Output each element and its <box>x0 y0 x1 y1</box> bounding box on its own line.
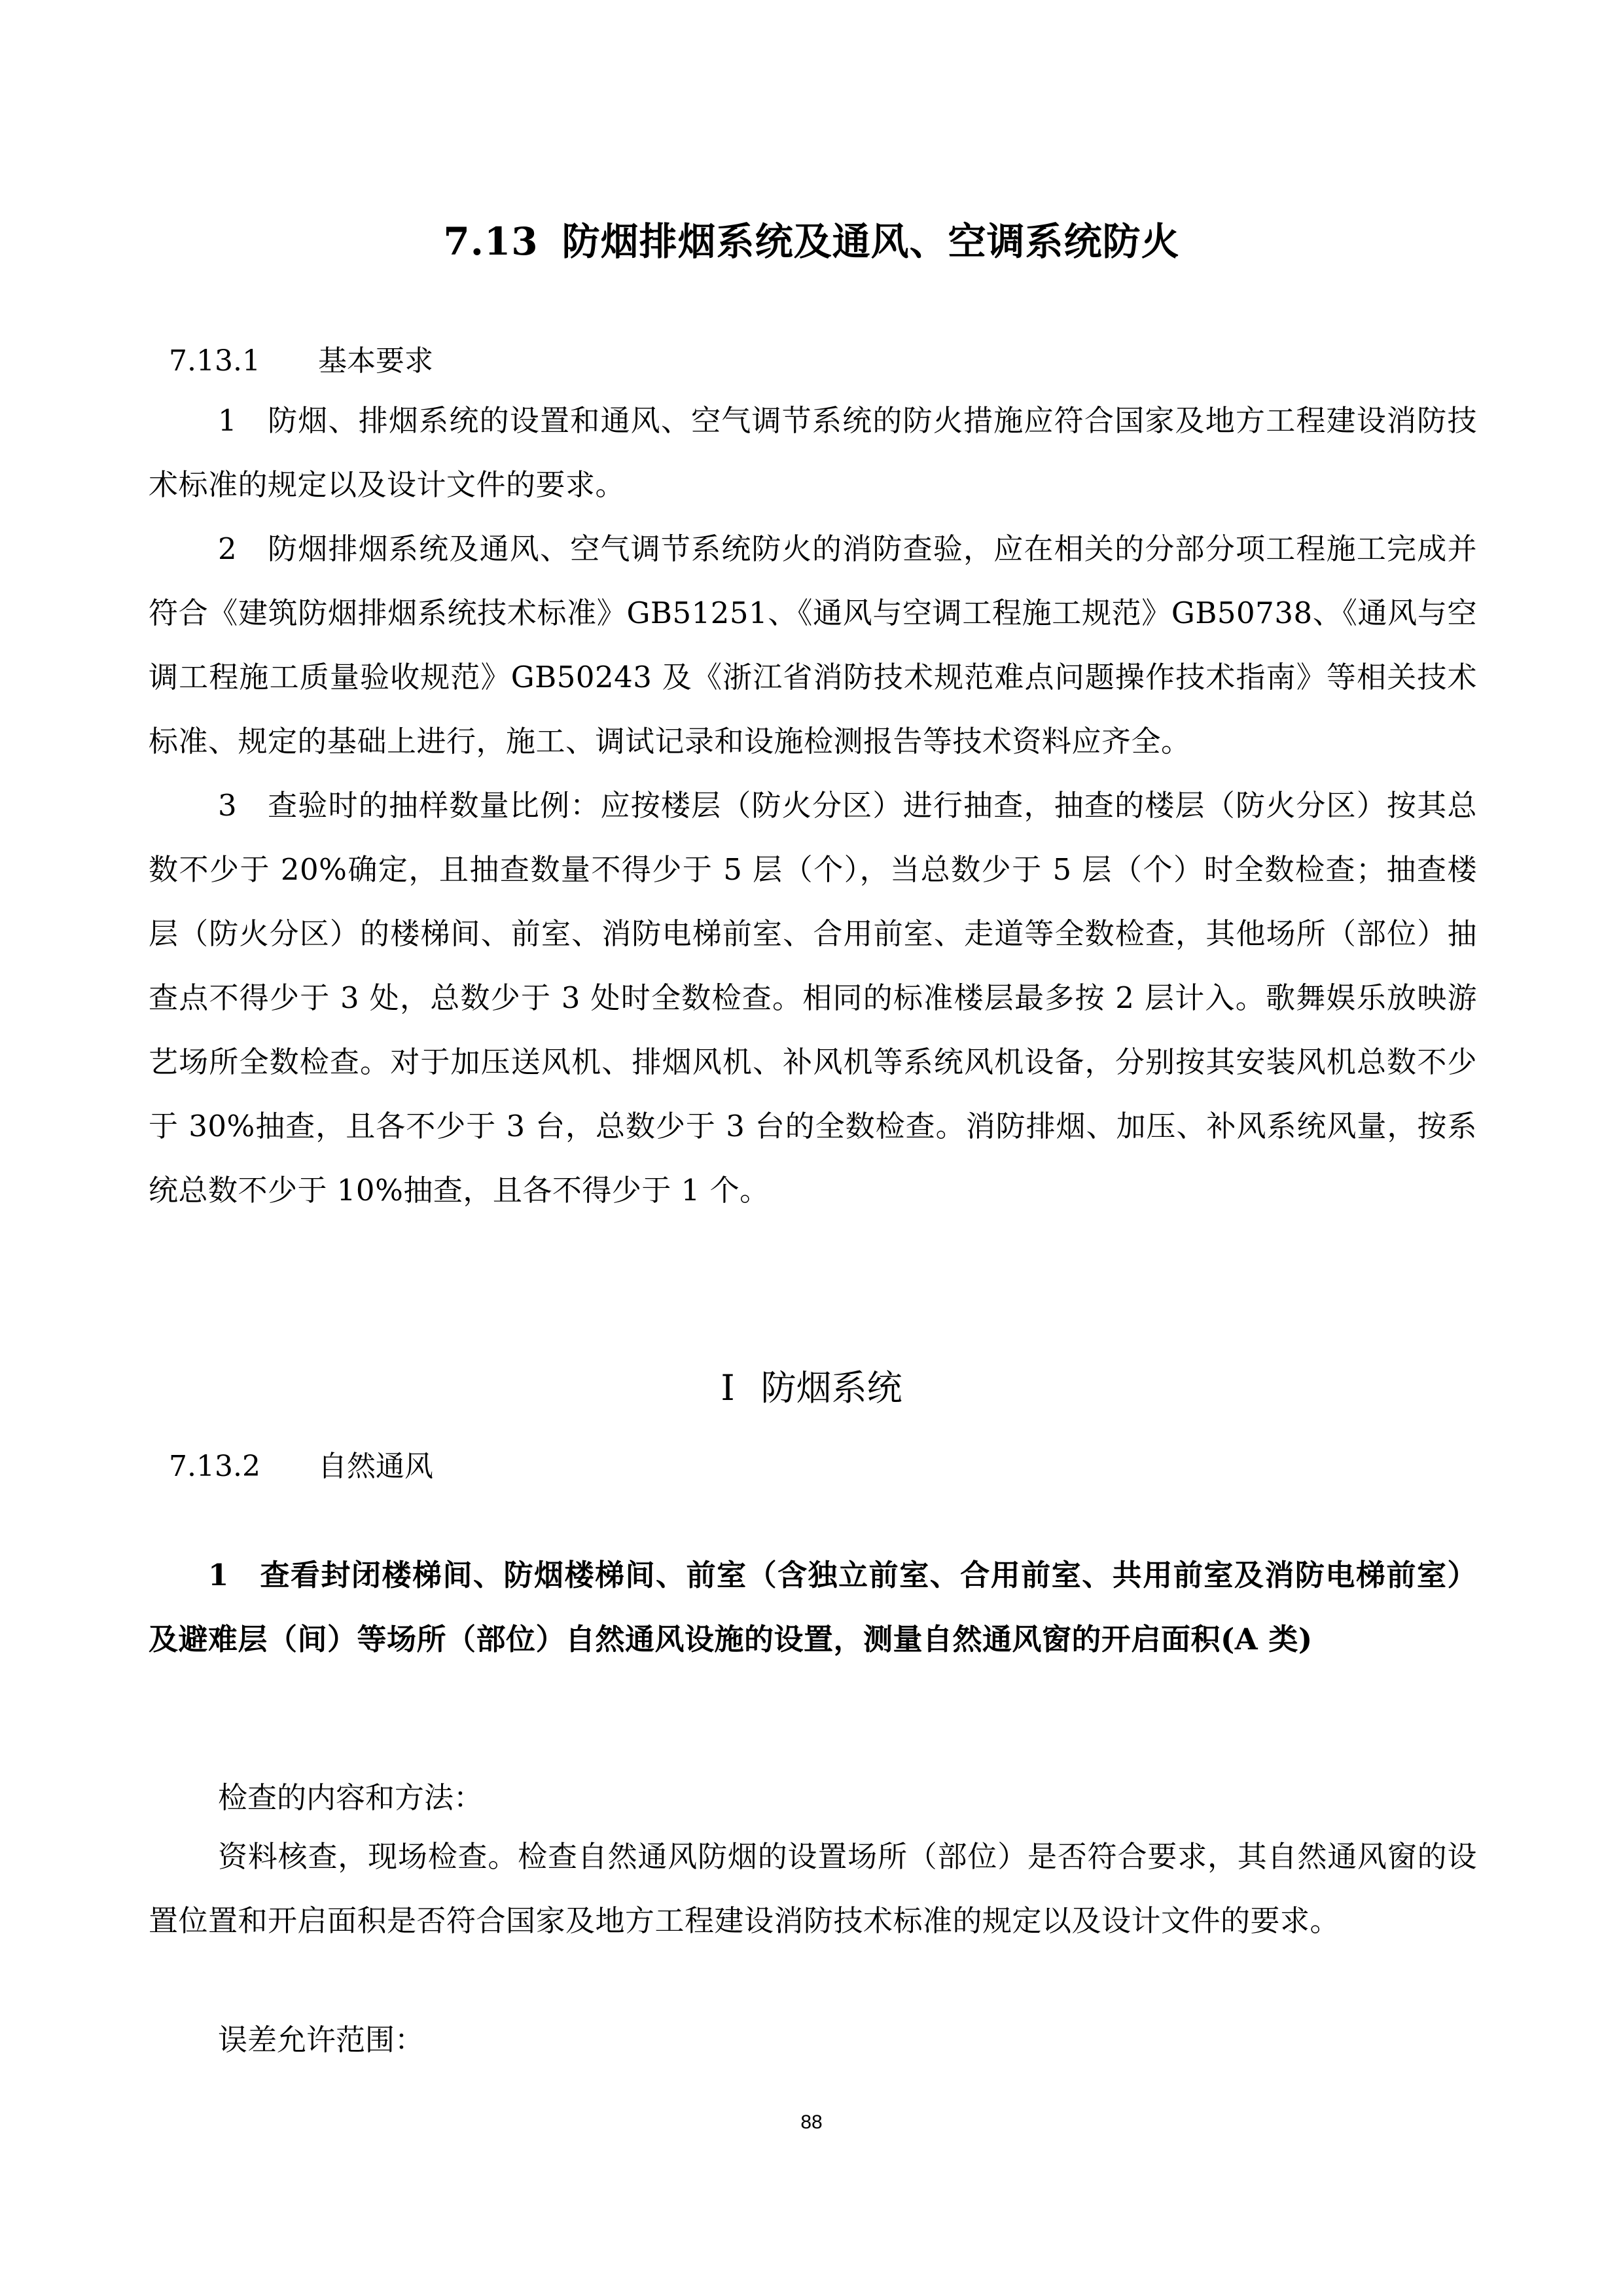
section-heading <box>0 211 1623 266</box>
check-method-label: 检查的内容和方法： <box>218 1780 484 1815</box>
check-method-text: 资料核查，现场检查。检查自然通风防烟的设置场所（部位）是否符合要求，其自然通风窗的设置位置和开启面积是否符合国家及地方工程建设消防技术标准的规定以及设计文件的要求。 <box>149 1839 1477 1938</box>
subsection-roman: I <box>721 1367 735 1408</box>
section-heading-number: 7.13 <box>443 219 539 264</box>
section-heading-title: 防烟排烟系统及通风、空调系统防火 <box>562 219 1180 264</box>
clause-title: 自然通风 <box>318 1450 433 1483</box>
clause-heading-basic <box>169 337 433 379</box>
clause-number: 7.13.2 <box>169 1450 260 1483</box>
subsection-heading <box>0 1360 1623 1410</box>
paragraph-2: 2 防烟排烟系统及通风、空气调节系统防火的消防查验，应在相关的分部分项工程施工完成并符合《建筑防烟排烟系统技术标准》GB51251、《通风与空调工程施工规范》GB50738、《通风与空调工程施工质量验收规范》GB50243 及《浙江省消防技术规范难点问题操作技术指南》等相关技术标准、规定的基础上进行，施工、调试记录和设施检测报告等技术资料应齐全。 <box>149 531 1477 759</box>
paragraph-1: 1 防烟、排烟系统的设置和通风、空气调节系统的防火措施应符合国家及地方工程建设消防技术标准的规定以及设计文件的要求。 <box>149 403 1477 502</box>
clause-heading-natural-ventilation <box>169 1443 433 1484</box>
paragraph-3: 3 查验时的抽样数量比例：应按楼层（防火分区）进行抽查，抽查的楼层（防火分区）按其总数不少于 20%确定，且抽查数量不得少于 5 层（个），当总数少于 5 层（个）时全数检查；抽查楼层（防火分区）的楼梯间、前室、消防电梯前室、合用前室、走道等全数检查，其他场所（部位）抽查点不得少于 3 处，总数少于 3 处时全数检查。相同的标准楼层最多按 2 层计入。歌舞娱乐放映游艺场所全数检查。对于加压送风机、排烟风机、补风机等系统风机设备，分别按其安装风机总数不少于 30%抽查，且各不少于 3 台，总数少于 3 台的全数检查。消防排烟、加压、补风系统风量，按系统总数不少于 10%抽查，且各不得少于 1 个。 <box>149 788 1477 1208</box>
page-number: 88 <box>800 2111 823 2133</box>
inspection-item-1: 1 查看封闭楼梯间、防烟楼梯间、前室（含独立前室、合用前室、共用前室及消防电梯前室）及避难层（间）等场所（部位）自然通风设施的设置，测量自然通风窗的开启面积(A 类) <box>149 1558 1477 1657</box>
clause-title: 基本要求 <box>318 344 433 378</box>
subsection-title: 防烟系统 <box>760 1367 902 1408</box>
tolerance-label: 误差允许范围： <box>218 2022 425 2057</box>
clause-number: 7.13.1 <box>169 344 260 378</box>
